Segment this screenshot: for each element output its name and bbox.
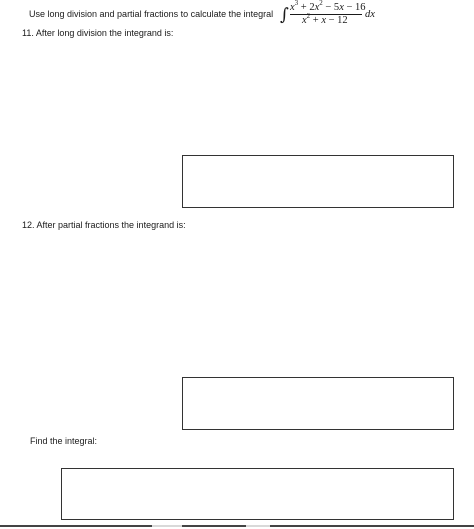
integral-sign: ∫ [280, 5, 289, 25]
question-11-label: 11. After long division the integrand is: [22, 28, 174, 38]
answer-box-11[interactable] [182, 155, 454, 208]
bottom-border-segment [152, 525, 182, 527]
bottom-border-segment [246, 525, 270, 527]
integrand-numerator: $x^3 + 2x^2 - 5x - 16$ [290, 0, 366, 13]
differential: dx [365, 9, 375, 20]
answer-box-integral[interactable] [61, 468, 454, 520]
find-integral-label: Find the integral: [30, 436, 98, 446]
question-12-label: 12. After partial fractions the integrand is: [22, 220, 186, 230]
integrand-denominator: $x^2 + x - 12$ [302, 12, 348, 26]
answer-box-12[interactable] [182, 377, 454, 430]
instructions-text: Use long division and partial fractions to calculate the integral [29, 9, 274, 19]
bottom-border [0, 525, 474, 527]
